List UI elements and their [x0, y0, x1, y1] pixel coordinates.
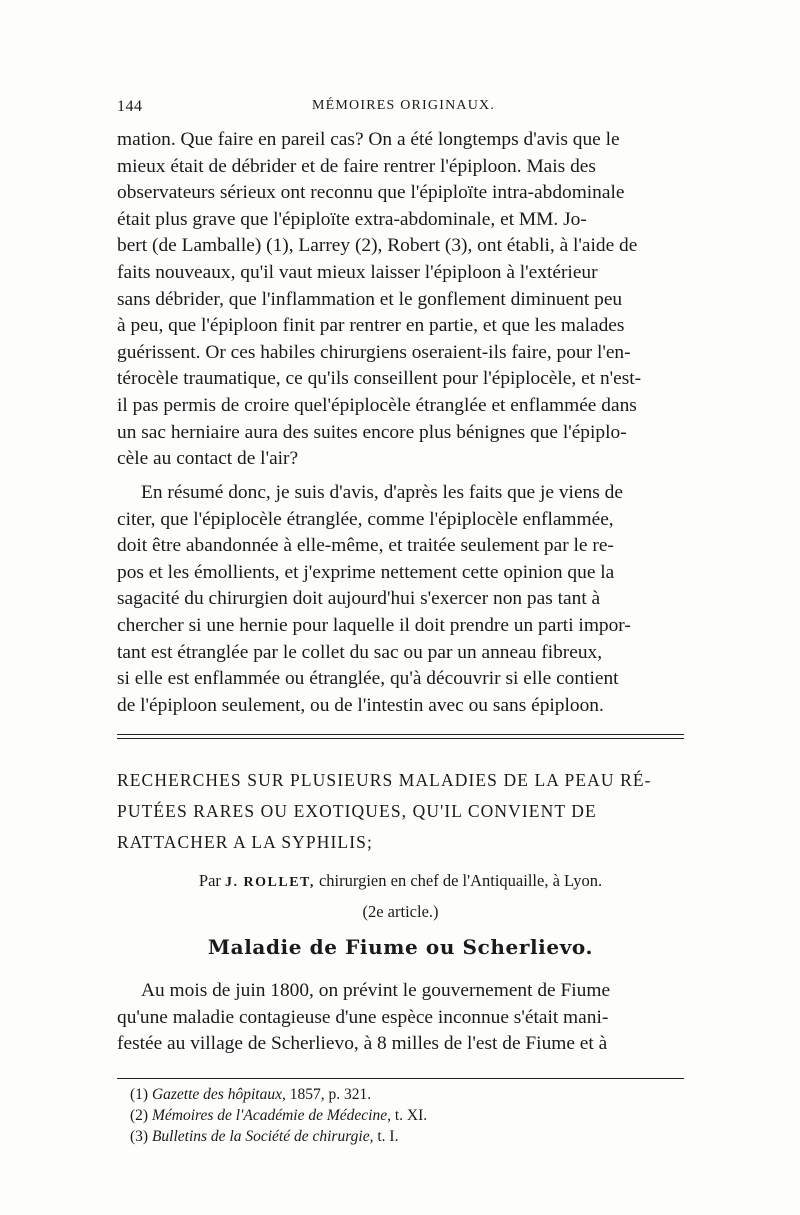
footnotes [130, 1084, 684, 1147]
running-head [117, 98, 684, 122]
text-line: était plus grave que l'épiploïte extra-abdominale, et MM. Jo- [117, 208, 587, 230]
footnote-source: Bulletins de la Société de chirurgie, [151, 1128, 374, 1145]
paragraph-conclusion [117, 480, 684, 719]
running-title: MÉMOIRES ORIGINAUX. [312, 98, 496, 113]
text-line: pos et les émollients, et j'exprime nettement cette opinion que la [117, 561, 615, 583]
page-number: 144 [117, 98, 143, 115]
text-line: citer, que l'épiplocèle étranglée, comme l'épiplocèle enflammée, [117, 508, 614, 530]
author-affiliation: chirurgien en chef de l'Antiquaille, à Lyon. [318, 871, 603, 890]
text-line: mation. Que faire en pareil cas? On a été longtemps d'avis que le [117, 129, 620, 150]
title-line: RATTACHER A LA SYPHILIS; [117, 832, 373, 852]
footnote-detail: t. I. [377, 1128, 399, 1145]
footnote-detail: t. XI. [394, 1107, 428, 1124]
text-line: mieux était de débrider et de faire rentrer l'épiploon. Mais des [117, 155, 596, 177]
footnote-marker: (2) [130, 1107, 149, 1124]
footnote-source: Mémoires de l'Académie de Médecine, [151, 1107, 391, 1124]
footnote [130, 1126, 684, 1147]
title-line: RECHERCHES SUR PLUSIEURS MALADIES DE LA PEAU RÉ- [117, 770, 652, 790]
text-line: cèle au contact de l'air? [117, 448, 299, 470]
section-divider [117, 734, 684, 739]
text-line: festée au village de Scherlievo, à 8 milles de l'est de Fiume et à [117, 1033, 608, 1055]
text-line: doit être abandonnée à elle-même, et traitée seulement par le re- [117, 535, 614, 557]
text-line: à peu, que l'épiploon finit par rentrer en partie, et que les malades [117, 315, 625, 337]
text-line: faits nouveaux, qu'il vaut mieux laisser l'épiploon à l'extérieur [117, 261, 598, 283]
footnote-marker: (3) [130, 1128, 149, 1145]
footnote-detail: 1857, p. 321. [289, 1086, 372, 1103]
footnote-marker: (1) [130, 1086, 149, 1103]
text-line: En résumé donc, je suis d'avis, d'après les faits que je viens de [141, 482, 623, 503]
text-line: guérissent. Or ces habiles chirurgiens oseraient-ils faire, pour l'en- [117, 341, 631, 363]
text-line: un sac herniaire aura des suites encore plus bénignes que l'épiplo- [117, 421, 627, 443]
byline-prefix: Par [198, 871, 221, 890]
text-line: observateurs sérieux ont reconnu que l'épiploïte intra-abdominale [117, 182, 625, 204]
text-line: Au mois de juin 1800, on prévint le gouvernement de Fiume [141, 980, 611, 1001]
article-number: (2e article.) [362, 902, 439, 921]
footnote-rule [117, 1078, 684, 1079]
article-title [117, 765, 684, 858]
section-heading: Maladie de Fiume ou Scherlievo. [207, 935, 594, 959]
author-name: J. ROLLET, [225, 875, 315, 890]
text-line: sagacité du chirurgien doit aujourd'hui s'exercer non pas tant à [117, 588, 601, 610]
text-line: térocèle traumatique, ce qu'ils conseillent pour l'épiplocèle, et n'est- [117, 368, 642, 390]
footnote-source: Gazette des hôpitaux, [151, 1086, 286, 1103]
text-line: sans débrider, que l'inflammation et le gonflement diminuent peu [117, 288, 623, 310]
text-line: qu'une maladie contagieuse d'une espèce inconnue s'était mani- [117, 1006, 609, 1028]
paragraph-continued [117, 127, 684, 473]
text-line: si elle est enflammée ou étranglée, qu'à découvrir si elle contient [117, 668, 619, 690]
title-line: PUTÉES RARES OU EXOTIQUES, QU'IL CONVIENT DE [117, 801, 597, 821]
text-line: chercher si une hernie pour laquelle il doit prendre un parti impor- [117, 614, 631, 636]
text-line: il pas permis de croire quel'épiplocèle étranglée et enflammée dans [117, 394, 637, 416]
footnote [130, 1084, 684, 1105]
paragraph-opening [117, 978, 684, 1058]
footnote [130, 1105, 684, 1126]
text-line: tant est étranglée par le collet du sac ou par un anneau fibreux, [117, 641, 603, 663]
byline [117, 871, 684, 891]
text-line: de l'épiploon seulement, ou de l'intestin avec ou sans épiploon. [117, 694, 604, 716]
text-line: bert (de Lamballe) (1), Larrey (2), Robert (3), ont établi, à l'aide de [117, 235, 638, 257]
